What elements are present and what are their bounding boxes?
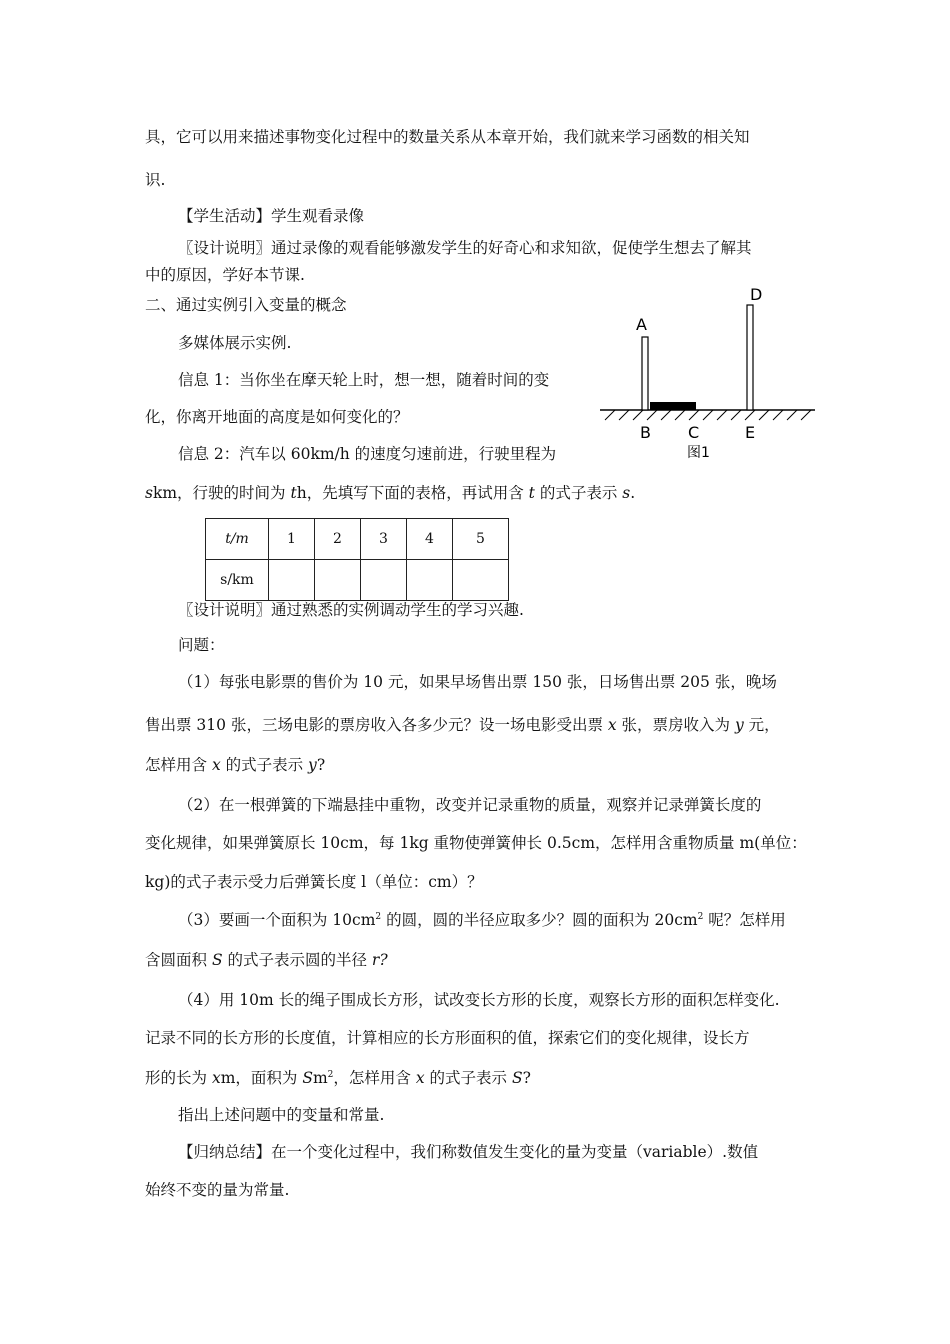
superscript: 2 — [375, 912, 382, 922]
text-line: 变化规律，如果弹簧原长 10cm，每 1kg 重物使弹簧伸长 0.5cm，怎样用含重物质量 m(单位： — [145, 834, 807, 852]
text-line: 始终不变的量为常量. — [145, 1181, 290, 1199]
text-line: 记录不同的长方形的长度值，计算相应的长方形面积的值，探索它们的变化规律，设长方 — [145, 1029, 750, 1047]
var-s: S — [511, 1069, 523, 1087]
text-line: 中的原因，学好本节课. — [145, 266, 305, 284]
text-line: 〖设计说明〗通过录像的观看能够激发学生的好奇心和求知欲，促使学生想去了解其 — [178, 239, 752, 257]
table-header-cell: 5 — [453, 519, 509, 560]
text-run: 的式子表示圆的半径 — [222, 951, 372, 969]
text-line — [178, 910, 786, 930]
figure-caption: 图1 — [687, 445, 710, 461]
label-b: B — [640, 423, 651, 442]
label-e: E — [745, 423, 756, 442]
text-run: 的圆，圆的半径应取多少？圆的面积为 20cm — [381, 911, 698, 929]
text-run: 含圆面积 — [145, 951, 212, 969]
var-y: y — [308, 756, 317, 774]
var-x: x — [211, 756, 221, 774]
text-line: 识. — [145, 171, 166, 189]
text-line: 具，它可以用来描述事物变化过程中的数量关系从本章开始，我们就来学习函数的相关知 — [145, 128, 750, 146]
text-run: km，行驶的时间为 — [152, 484, 291, 502]
distance-time-table — [205, 518, 509, 601]
text-line: 化，你离开地面的高度是如何变化的？ — [145, 408, 409, 426]
table-row — [206, 560, 509, 601]
label-d: D — [750, 285, 763, 304]
table-header-cell: 1 — [269, 519, 315, 560]
table-cell — [269, 560, 315, 601]
var-s: S — [211, 951, 223, 969]
table-row — [206, 519, 509, 560]
table-header-cell: t/m — [206, 519, 269, 560]
label-a: A — [636, 315, 647, 334]
text-line: 信息 1：当你坐在摩天轮上时，想一想，随着时间的变 — [178, 371, 550, 389]
text-run: ? — [316, 756, 326, 774]
figure-1 — [595, 280, 820, 465]
superscript: 2 — [327, 1070, 334, 1080]
var-x: x — [211, 1069, 221, 1087]
var-s: s — [622, 484, 631, 502]
var-x: x — [415, 1069, 425, 1087]
text-run: 的式子表示 — [534, 484, 623, 502]
var-s: S — [302, 1069, 313, 1087]
text-line — [145, 483, 635, 503]
table-header-cell: 2 — [315, 519, 361, 560]
table-cell — [315, 560, 361, 601]
text-run: 形的长为 — [145, 1069, 212, 1087]
table-cell — [407, 560, 453, 601]
ground-hatch — [605, 410, 811, 420]
text-line: （1）每张电影票的售价为 10 元，如果早场售出票 150 张，日场售出票 205 张，晚场 — [178, 673, 777, 691]
text-line: 问题： — [178, 636, 225, 654]
text-line — [145, 950, 388, 970]
text-line: （2）在一根弹簧的下端悬挂中重物，改变并记录重物的质量，观察并记录弹簧长度的 — [178, 796, 762, 814]
text-line: 多媒体展示实例. — [178, 334, 292, 352]
pole-de — [747, 305, 753, 410]
text-line: 指出上述问题中的变量和常量. — [178, 1106, 385, 1124]
label-c: C — [688, 423, 700, 442]
table-row-label: s/km — [206, 560, 269, 601]
text-line — [145, 1068, 531, 1088]
text-run: h，先填写下面的表格，再试用含 — [296, 484, 529, 502]
var-r: r? — [371, 951, 388, 969]
text-run: 的式子表示 — [220, 756, 309, 774]
table-cell — [361, 560, 407, 601]
var-t: t — [290, 484, 297, 502]
text-line — [145, 755, 325, 775]
text-line — [145, 715, 780, 735]
table-header-cell: 4 — [407, 519, 453, 560]
text-run: m，面积为 — [220, 1069, 303, 1087]
var-y: y — [734, 716, 744, 734]
table-header-cell: 3 — [361, 519, 407, 560]
text-run: m — [312, 1069, 328, 1087]
superscript: 2 — [697, 912, 704, 922]
section-heading: 二、通过实例引入变量的概念 — [145, 296, 347, 314]
text-run: 售出票 310 张，三场电影的票房收入各多少元？设一场电影受出票 — [145, 716, 608, 734]
text-run: 元， — [743, 716, 780, 734]
text-run: 怎样用含 — [145, 756, 212, 774]
pole-ab — [642, 337, 648, 410]
text-run: ? — [522, 1069, 531, 1087]
text-line: 【归纳总结】在一个变化过程中，我们称数值发生变化的量为变量（variable）.数值 — [178, 1143, 759, 1161]
text-line: 信息 2：汽车以 60km/h 的速度匀速前进，行驶里程为 — [178, 445, 557, 463]
bar-bc — [650, 402, 696, 410]
text-line: 【学生活动】学生观看录像 — [178, 207, 365, 225]
text-line: （4）用 10m 长的绳子围成长方形，试改变长方形的长度，观察长方形的面积怎样变化. — [178, 991, 780, 1009]
table-cell — [453, 560, 509, 601]
text-run: ，怎样用含 — [333, 1069, 416, 1087]
text-run: 的式子表示 — [424, 1069, 512, 1087]
text-run: （3）要画一个面积为 10cm — [178, 911, 376, 929]
var-t: t — [528, 484, 535, 502]
var-x: x — [607, 716, 617, 734]
text-run: 张，票房收入为 — [616, 716, 735, 734]
text-run: 呢？怎样用 — [703, 911, 786, 929]
text-run: . — [630, 484, 636, 502]
text-line: kg)的式子表示受力后弹簧长度 l（单位：cm）？ — [145, 873, 483, 891]
var-s: s — [145, 484, 153, 502]
text-line: 〖设计说明〗通过熟悉的实例调动学生的学习兴趣. — [178, 601, 524, 619]
